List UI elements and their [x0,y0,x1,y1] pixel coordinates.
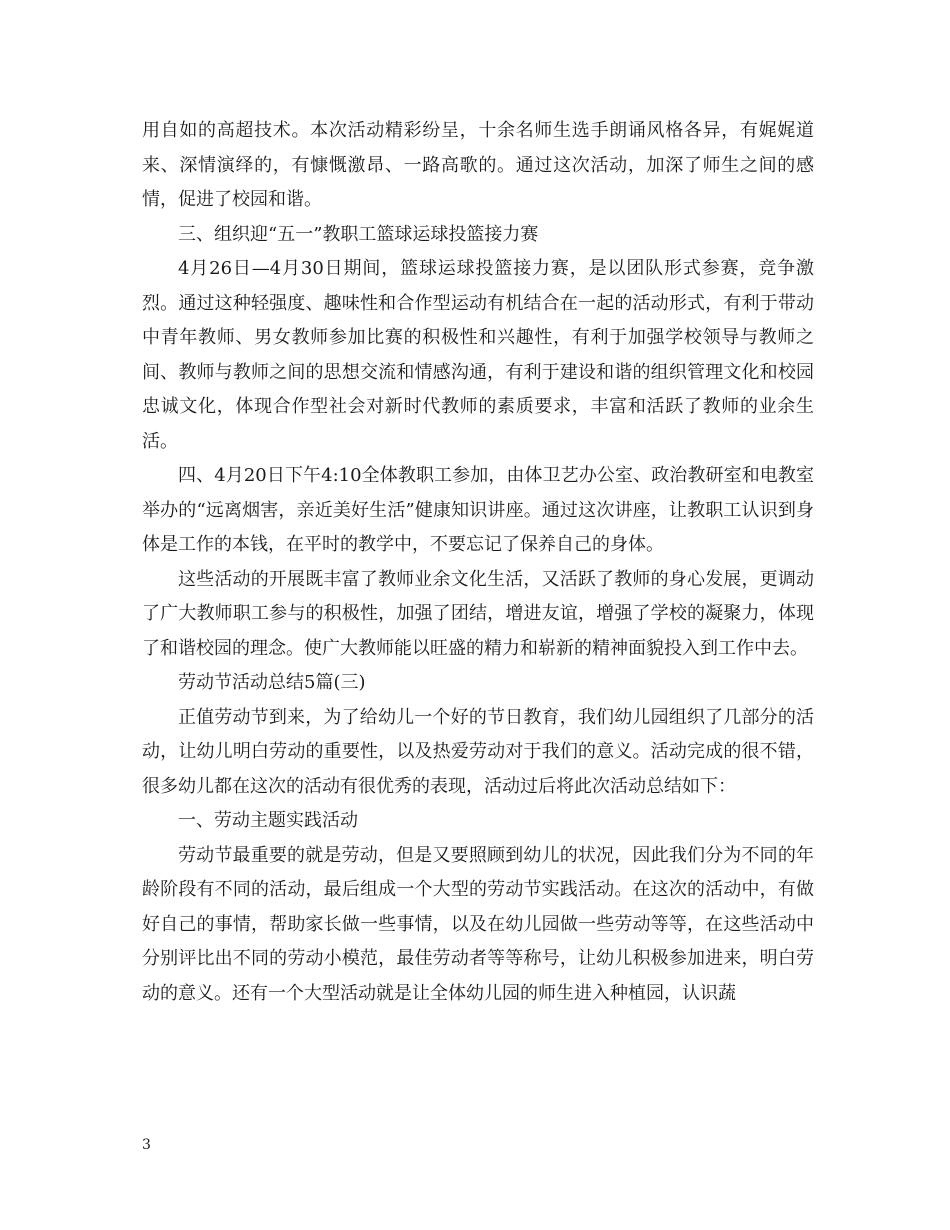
paragraph-health-lecture: 四、4月20日下午4:10全体教职工参加，由体卫艺办公室、政治教研室和电教室举办的“远离烟害，亲近美好生活”健康知识讲座。通过这次讲座，让教职工认识到身体是工作的本钱，在平时的教学中，不要忘记了保养自己的身体。 [142,465,814,555]
paragraph-basketball-relay: 4月26日—4月30日期间，篮球运球投篮接力赛，是以团队形式参赛，竞争激烈。通过这种轻强度、趣味性和合作型运动有机结合在一起的活动形式，有利于带动中青年教师、男女教师参加比赛的积极性和兴趣性，有利于加强学校领导与教师之间、教师与教师之间的思想交流和情感沟通，有利于建设和谐的组织管理文化和校园忠诚文化，体现合作型社会对新时代教师的素质要求，丰富和活跃了教师的业余生活。 [142,258,814,452]
body-text [142,114,814,1011]
section-title-part-three: 劳动节活动总结5篇(三) [178,672,366,693]
heading-basketball-relay: 三、组织迎“五一”教职工篮球运球投篮接力赛 [178,223,539,245]
paragraph-recitation-continued: 用自如的高超技术。本次活动精彩纷呈，十余名师生选手朗诵风格各异，有娓娓道来、深情演绎的，有慷慨激昂、一路高歌的。通过这次活动，加深了师生之间的感情，促进了校园和谐。 [142,120,814,210]
page-number: 3 [142,1137,151,1153]
heading-labor-practice: 一、劳动主题实践活动 [178,810,358,831]
paragraph-summary: 这些活动的开展既丰富了教师业余文化生活，又活跃了教师的身心发展，更调动了广大教师职工参与的积极性，加强了团结，增进友谊，增强了学校的凝聚力，体现了和谐校园的理念。使广大教师能以旺盛的精力和崭新的精神面貌投入到工作中去。 [142,568,814,659]
paragraph-labor-practice: 劳动节最重要的就是劳动，但是又要照顾到幼儿的状况，因此我们分为不同的年龄阶段有不同的活动，最后组成一个大型的劳动节实践活动。在这次的活动中，有做好自己的事情，帮助家长做一些事情，以及在幼儿园做一些劳动等等，在这些活动中分别评比出不同的劳动小模范，最佳劳动者等等称号，让幼儿积极参加进来，明白劳动的意义。还有一个大型活动就是让全体幼儿园的师生进入种植园，认识蔬 [142,844,814,1004]
paragraph-kindergarten-intro: 正值劳动节到来，为了给幼儿一个好的节日教育，我们幼儿园组织了几部分的活动，让幼儿明白劳动的重要性，以及热爱劳动对于我们的意义。活动完成的很不错，很多幼儿都在这次的活动有很优秀的表现，活动过后将此次活动总结如下： [142,706,814,797]
